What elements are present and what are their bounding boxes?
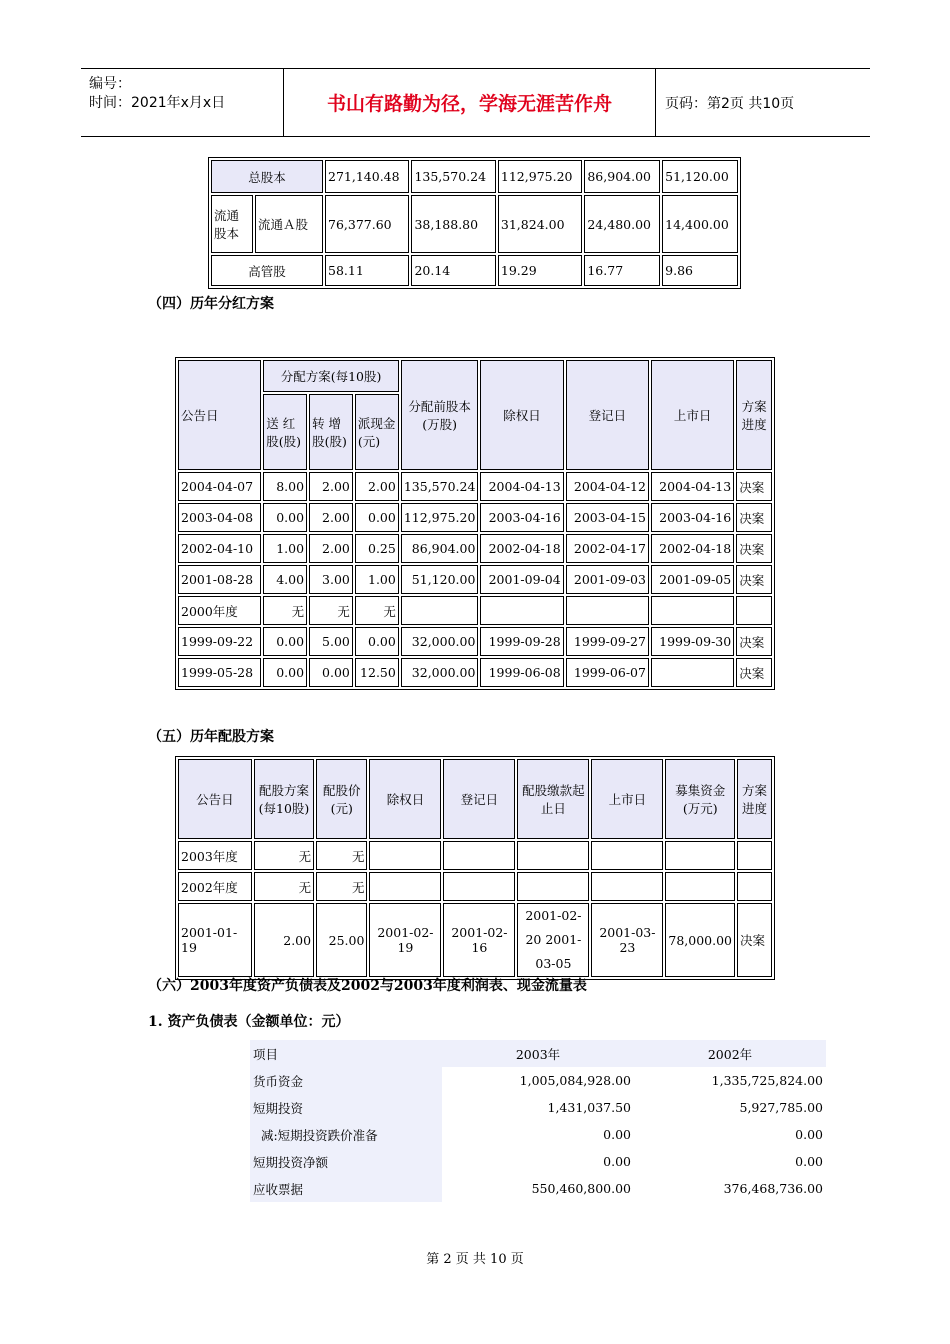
table-cell: 0.00 [263,658,307,687]
table-row [178,872,772,901]
table-cell: 0.00 [795,1154,823,1169]
col-funds: 募集资金(万元) [665,759,735,839]
table-cell: 2004-04-13 [651,472,734,501]
dividend-table [175,357,775,690]
balance-sheet-table [250,1040,826,1202]
col-list-date: 上市日 [651,360,734,470]
cap-label: 流通Ａ股 [255,195,323,253]
cap-cell: 14,400.00 [662,195,738,253]
col-ex-date: 除权日 [480,360,563,470]
table-row [250,1121,826,1148]
table-row [250,1175,826,1202]
cap-cell: 16.77 [584,255,660,286]
table-row [178,903,772,977]
page-label: 页码：第2页 共10页 [665,95,795,112]
table-cell: 112,975.20 [401,503,479,532]
table-cell: 0.00 [355,627,399,656]
cap-cell: 20.14 [411,255,495,286]
table-cell: 5.00 [309,627,353,656]
header-meta [81,69,284,136]
table-cell: 2001-09-04 [480,565,563,594]
col-ex-date: 除权日 [369,759,441,839]
table-cell [737,872,772,901]
table-row [178,627,772,656]
bs-header: 2003年 [442,1040,634,1067]
bs-header: 2002年 [634,1040,826,1067]
table-cell: 2002-04-18 [480,534,563,563]
table-cell: 2003-04-16 [480,503,563,532]
table-cell: 2002-04-10 [178,534,261,563]
table-cell: 3.00 [309,565,353,594]
section5-title: （五）历年配股方案 [148,729,274,745]
table-cell: 1.00 [355,565,399,594]
table-row [178,565,772,594]
table-cell: 0.00 [263,627,307,656]
table-cell: 0.00 [309,658,353,687]
table-cell [517,872,589,901]
table-cell: 2003年度 [178,841,252,870]
table-cell: 25.00 [316,903,367,977]
cap-cell: 38,188.80 [411,195,495,253]
table-cell: 1,005,084,928.00 [519,1073,631,1088]
table-cell: 2002-04-18 [651,534,734,563]
cap-label: 高管股 [211,255,323,286]
table-cell: 0.00 [795,1127,823,1142]
table-cell [480,596,563,625]
cap-cell: 19.29 [498,255,582,286]
table-cell: 5,927,785.00 [739,1100,823,1115]
table-cell [566,596,649,625]
table-cell: 1,335,725,824.00 [711,1073,823,1088]
cap-cell: 58.11 [325,255,409,286]
cap-cell: 24,480.00 [584,195,660,253]
time-label: 时间：2021年x月x日 [89,95,226,111]
col-list-date: 上市日 [591,759,663,839]
table-cell: 135,570.24 [401,472,479,501]
table-cell [369,841,441,870]
table-cell: 1.00 [263,534,307,563]
table-cell: 决案 [736,534,772,563]
table-row [178,534,772,563]
page-footer: 第 2 页 共 10 页 [426,1252,524,1267]
table-cell: 2001-08-28 [178,565,261,594]
col-reg-date: 登记日 [443,759,515,839]
table-cell [665,841,735,870]
table-cell: 0.00 [263,503,307,532]
table-cell: 无 [254,841,314,870]
table-cell: 0.25 [355,534,399,563]
table-cell: 无 [254,872,314,901]
table-cell: 应收票据 [250,1175,442,1202]
cap-cell: 86,904.00 [584,160,660,193]
cap-cell: 51,120.00 [662,160,738,193]
table-cell: 无 [316,841,367,870]
table-cell: 4.00 [263,565,307,594]
cap-cell: 76,377.60 [325,195,409,253]
table-cell: 2.00 [309,472,353,501]
cap-cell: 271,140.48 [325,160,409,193]
table-cell: 1,431,037.50 [547,1100,631,1115]
table-cell [401,596,479,625]
col-reg-date: 登记日 [566,360,649,470]
table-cell: 2001-03-23 [591,903,663,977]
table-row [178,658,772,687]
table-cell: 51,120.00 [401,565,479,594]
table-cell: 550,460,800.00 [531,1181,631,1196]
motto: 书山有路勤为径，学海无涯苦作舟 [284,69,656,136]
table-cell: 2003-04-08 [178,503,261,532]
col-progress: 方案进度 [737,759,772,839]
rights-table [175,756,775,980]
table-cell: 决案 [736,627,772,656]
col-bonus: 送 红股(股) [263,394,307,470]
table-cell: 2001-09-03 [566,565,649,594]
table-row [250,1067,826,1094]
table-cell: 2.00 [355,472,399,501]
cap-cell: 112,975.20 [498,160,582,193]
col-pre-capital: 分配前股本(万股) [401,360,479,470]
col-transfer: 转 增股(股) [309,394,353,470]
table-cell: 1999-09-28 [480,627,563,656]
table-cell [443,872,515,901]
table-cell: 短期投资 [250,1094,442,1121]
table-cell: 2000年度 [178,596,261,625]
table-cell: 决案 [736,503,772,532]
table-row [178,472,772,501]
table-cell [443,841,515,870]
table-cell: 短期投资净额 [250,1148,442,1175]
balance-sheet-title: 1. 资产负债表（金额单位：元） [148,1014,350,1030]
table-cell: 1999-09-30 [651,627,734,656]
table-cell: 2.00 [309,534,353,563]
table-cell: 32,000.00 [401,627,479,656]
table-cell [651,658,734,687]
table-cell: 减:短期投资跌价准备 [250,1121,442,1148]
col-pay-period: 配股缴款起止日 [517,759,589,839]
col-cash: 派现金(元) [355,394,399,470]
table-cell: 无 [309,596,353,625]
table-cell: 78,000.00 [665,903,735,977]
table-cell [665,872,735,901]
table-cell: 1999-09-22 [178,627,261,656]
table-cell: 无 [263,596,307,625]
table-cell: 2001-02-20 2001-03-05 [517,903,589,977]
table-cell: 2004-04-13 [480,472,563,501]
table-cell: 无 [355,596,399,625]
capital-table [208,157,741,289]
table-cell: 2002年度 [178,872,252,901]
table-cell: 0.00 [603,1127,631,1142]
table-cell: 2001-02-16 [443,903,515,977]
table-row [250,1094,826,1121]
table-cell: 8.00 [263,472,307,501]
table-cell: 1999-05-28 [178,658,261,687]
table-cell: 无 [316,872,367,901]
table-cell: 2003-04-16 [651,503,734,532]
table-cell: 12.50 [355,658,399,687]
col-plan: 配股方案(每10股) [254,759,314,839]
table-cell: 376,468,736.00 [723,1181,823,1196]
table-cell: 1999-09-27 [566,627,649,656]
table-cell: 32,000.00 [401,658,479,687]
cap-cell: 135,570.24 [411,160,495,193]
table-cell: 0.00 [603,1154,631,1169]
table-cell: 2002-04-17 [566,534,649,563]
col-date: 公告日 [178,759,252,839]
table-cell: 决案 [736,565,772,594]
table-cell: 1999-06-07 [566,658,649,687]
cap-label: 总股本 [211,160,323,193]
table-cell: 决案 [736,472,772,501]
table-cell: 决案 [737,903,772,977]
table-row [178,503,772,532]
table-cell [591,841,663,870]
col-price: 配股价(元) [316,759,367,839]
bs-header: 项目 [250,1040,442,1067]
table-cell: 2001-09-05 [651,565,734,594]
table-cell: 2001-02-19 [369,903,441,977]
table-cell: 2.00 [309,503,353,532]
table-cell: 2003-04-15 [566,503,649,532]
table-row [250,1148,826,1175]
cap-cell: 31,824.00 [498,195,582,253]
col-date: 公告日 [178,360,261,470]
col-plan: 分配方案(每10股) [263,360,399,392]
section4-title: （四）历年分红方案 [148,296,274,312]
table-row [178,841,772,870]
table-cell [736,596,772,625]
table-cell: 货币资金 [250,1067,442,1094]
page-header [81,68,870,137]
code-label: 编号： [89,76,131,92]
table-row [178,596,772,625]
table-cell [591,872,663,901]
table-cell: 2.00 [254,903,314,977]
table-cell [651,596,734,625]
table-cell [517,841,589,870]
cap-group: 流通股本 [211,195,253,253]
table-cell: 0.00 [355,503,399,532]
table-cell: 86,904.00 [401,534,479,563]
table-cell: 2004-04-12 [566,472,649,501]
table-cell: 2004-04-07 [178,472,261,501]
cap-cell: 9.86 [662,255,738,286]
col-progress: 方案进度 [736,360,772,470]
table-cell: 1999-06-08 [480,658,563,687]
table-cell [737,841,772,870]
table-cell: 2001-01-19 [178,903,252,977]
section6-title: （六）2003年度资产负债表及2002与2003年度利润表、现金流量表 [148,978,587,994]
table-cell: 决案 [736,658,772,687]
table-cell [369,872,441,901]
